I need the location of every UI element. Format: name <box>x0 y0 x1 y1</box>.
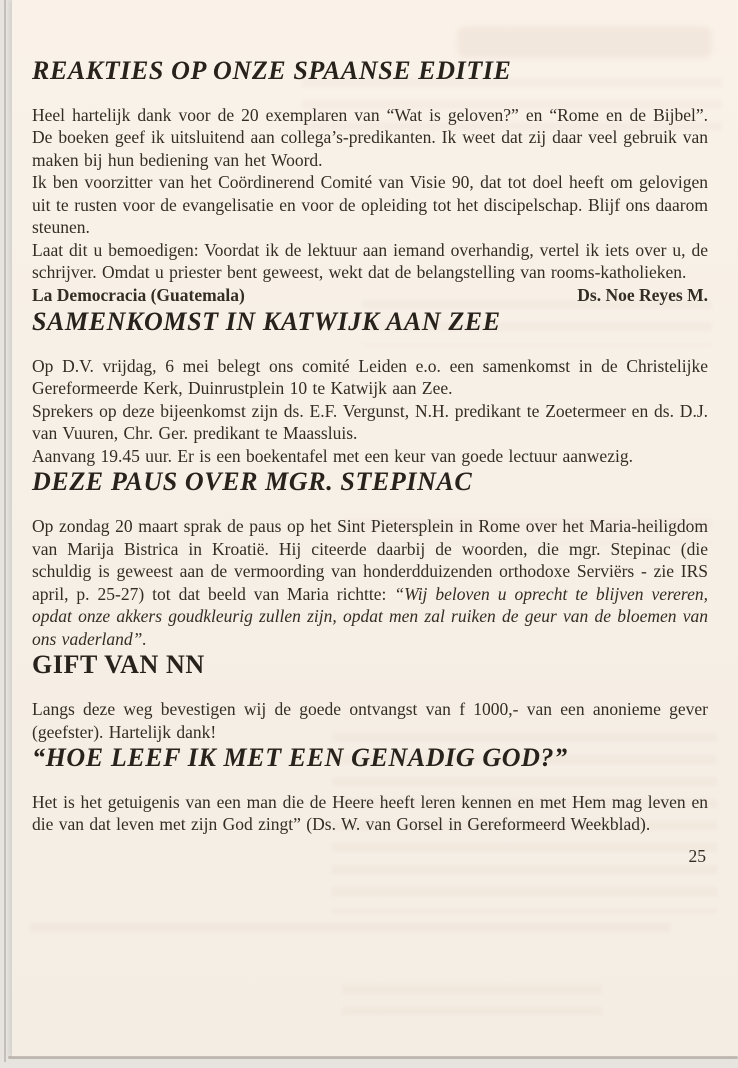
bleed-through-text <box>342 985 602 1015</box>
article-genadig <box>32 743 708 836</box>
article-heading: GIFT VAN NN <box>32 650 205 680</box>
article-paragraph: Laat dit u bemoedigen: Voordat ik de lektuur aan iemand overhandig, vertel ik iets over u, de schrijver. Omdat u priester bent geweest, wekt dat de belangstelling van rooms-katholieken. <box>32 239 708 283</box>
page-number: 25 <box>688 845 706 866</box>
article-paragraph <box>32 515 708 650</box>
page-content <box>32 0 708 867</box>
signature-row <box>32 284 708 307</box>
article-reakties <box>32 56 708 307</box>
bleed-through-text <box>30 923 670 937</box>
article-paragraph: Sprekers op deze bijeenkomst zijn ds. E.F. Vergunst, N.H. predikant te Zoetermeer en ds. D.J. van Vuuren, Chr. Ger. predikant te Maassluis. <box>32 400 708 444</box>
article-heading: SAMENKOMST IN KATWIJK AAN ZEE <box>32 306 501 336</box>
article-gift <box>32 650 708 743</box>
scan-edge-left <box>4 0 6 1062</box>
article-paragraph: Aanvang 19.45 uur. Er is een boekentafel met een keur van goede lectuur aanwezig. <box>32 445 633 466</box>
article-heading: DEZE PAUS OVER MGR. STEPINAC <box>32 467 473 497</box>
signature-author: Ds. Noe Reyes M. <box>577 284 708 305</box>
article-paragraph: Heel hartelijk dank voor de 20 exemplaren van “Wat is geloven?” en “Rome en de Bijbel”. De boeken geef ik uitsluitend aan collega’s-predikanten. Ik weet dat zij daar veel gebruik van maken bij hun bediening van het Woord. <box>32 104 708 170</box>
signature-source: La Democracia (Guatemala) <box>32 284 245 305</box>
article-paragraph: Het is het getuigenis van een man die de Heere heeft leren kennen en met Hem mag leven en die van dat leven met zijn God zingt” (Ds. W. van Gorsel in Gereformeerd Weekblad). <box>32 791 708 835</box>
article-heading: “HOE LEEF IK MET EEN GENADIG GOD?” <box>32 743 568 773</box>
article-paragraph: Ik ben voorzitter van het Coördinerend Comité van Visie 90, dat tot doel heeft om gelovigen uit te rusten voor de evangelisatie en voor de opleiding tot het discipelschap. Blijf ons daarom steunen. <box>32 172 708 238</box>
scan-edge-bottom <box>8 1056 738 1059</box>
article-body-text: Op zondag 20 maart sprak de paus op het Sint Pietersplein in Rome over het Maria-heiligdom van Marija Bistrica in Kroatië. Hij citeerde daarbij de woorden, die mgr. Stepinac (die schuldig is geweest aan de vermoording van honderdduizenden orthodoxe Serviërs - zie IRS april, p. 25-27) tot dat beeld van Maria richtte: <box>32 516 708 604</box>
article-heading: REAKTIES OP ONZE SPAANSE EDITIE <box>32 56 512 85</box>
article-paragraph: Op D.V. vrijdag, 6 mei belegt ons comité Leiden e.o. een samenkomst in de Christelijke Gereformeerde Kerk, Duinrustplein 10 te Katwijk aan Zee. <box>32 355 708 399</box>
article-paragraph: Langs deze weg bevestigen wij de goede ontvangst van f 1000,- van een anonieme gever (geefster). Hartelijk dank! <box>32 699 708 742</box>
article-samenkomst <box>32 307 708 467</box>
pope-quote: “Wij beloven u oprecht te blijven vereren, opdat onze akkers goudkleurig zullen zijn, opdat men zal ruiken de geur van de bloemen van ons vaderland”. <box>32 583 708 649</box>
article-stepinac <box>32 467 708 650</box>
